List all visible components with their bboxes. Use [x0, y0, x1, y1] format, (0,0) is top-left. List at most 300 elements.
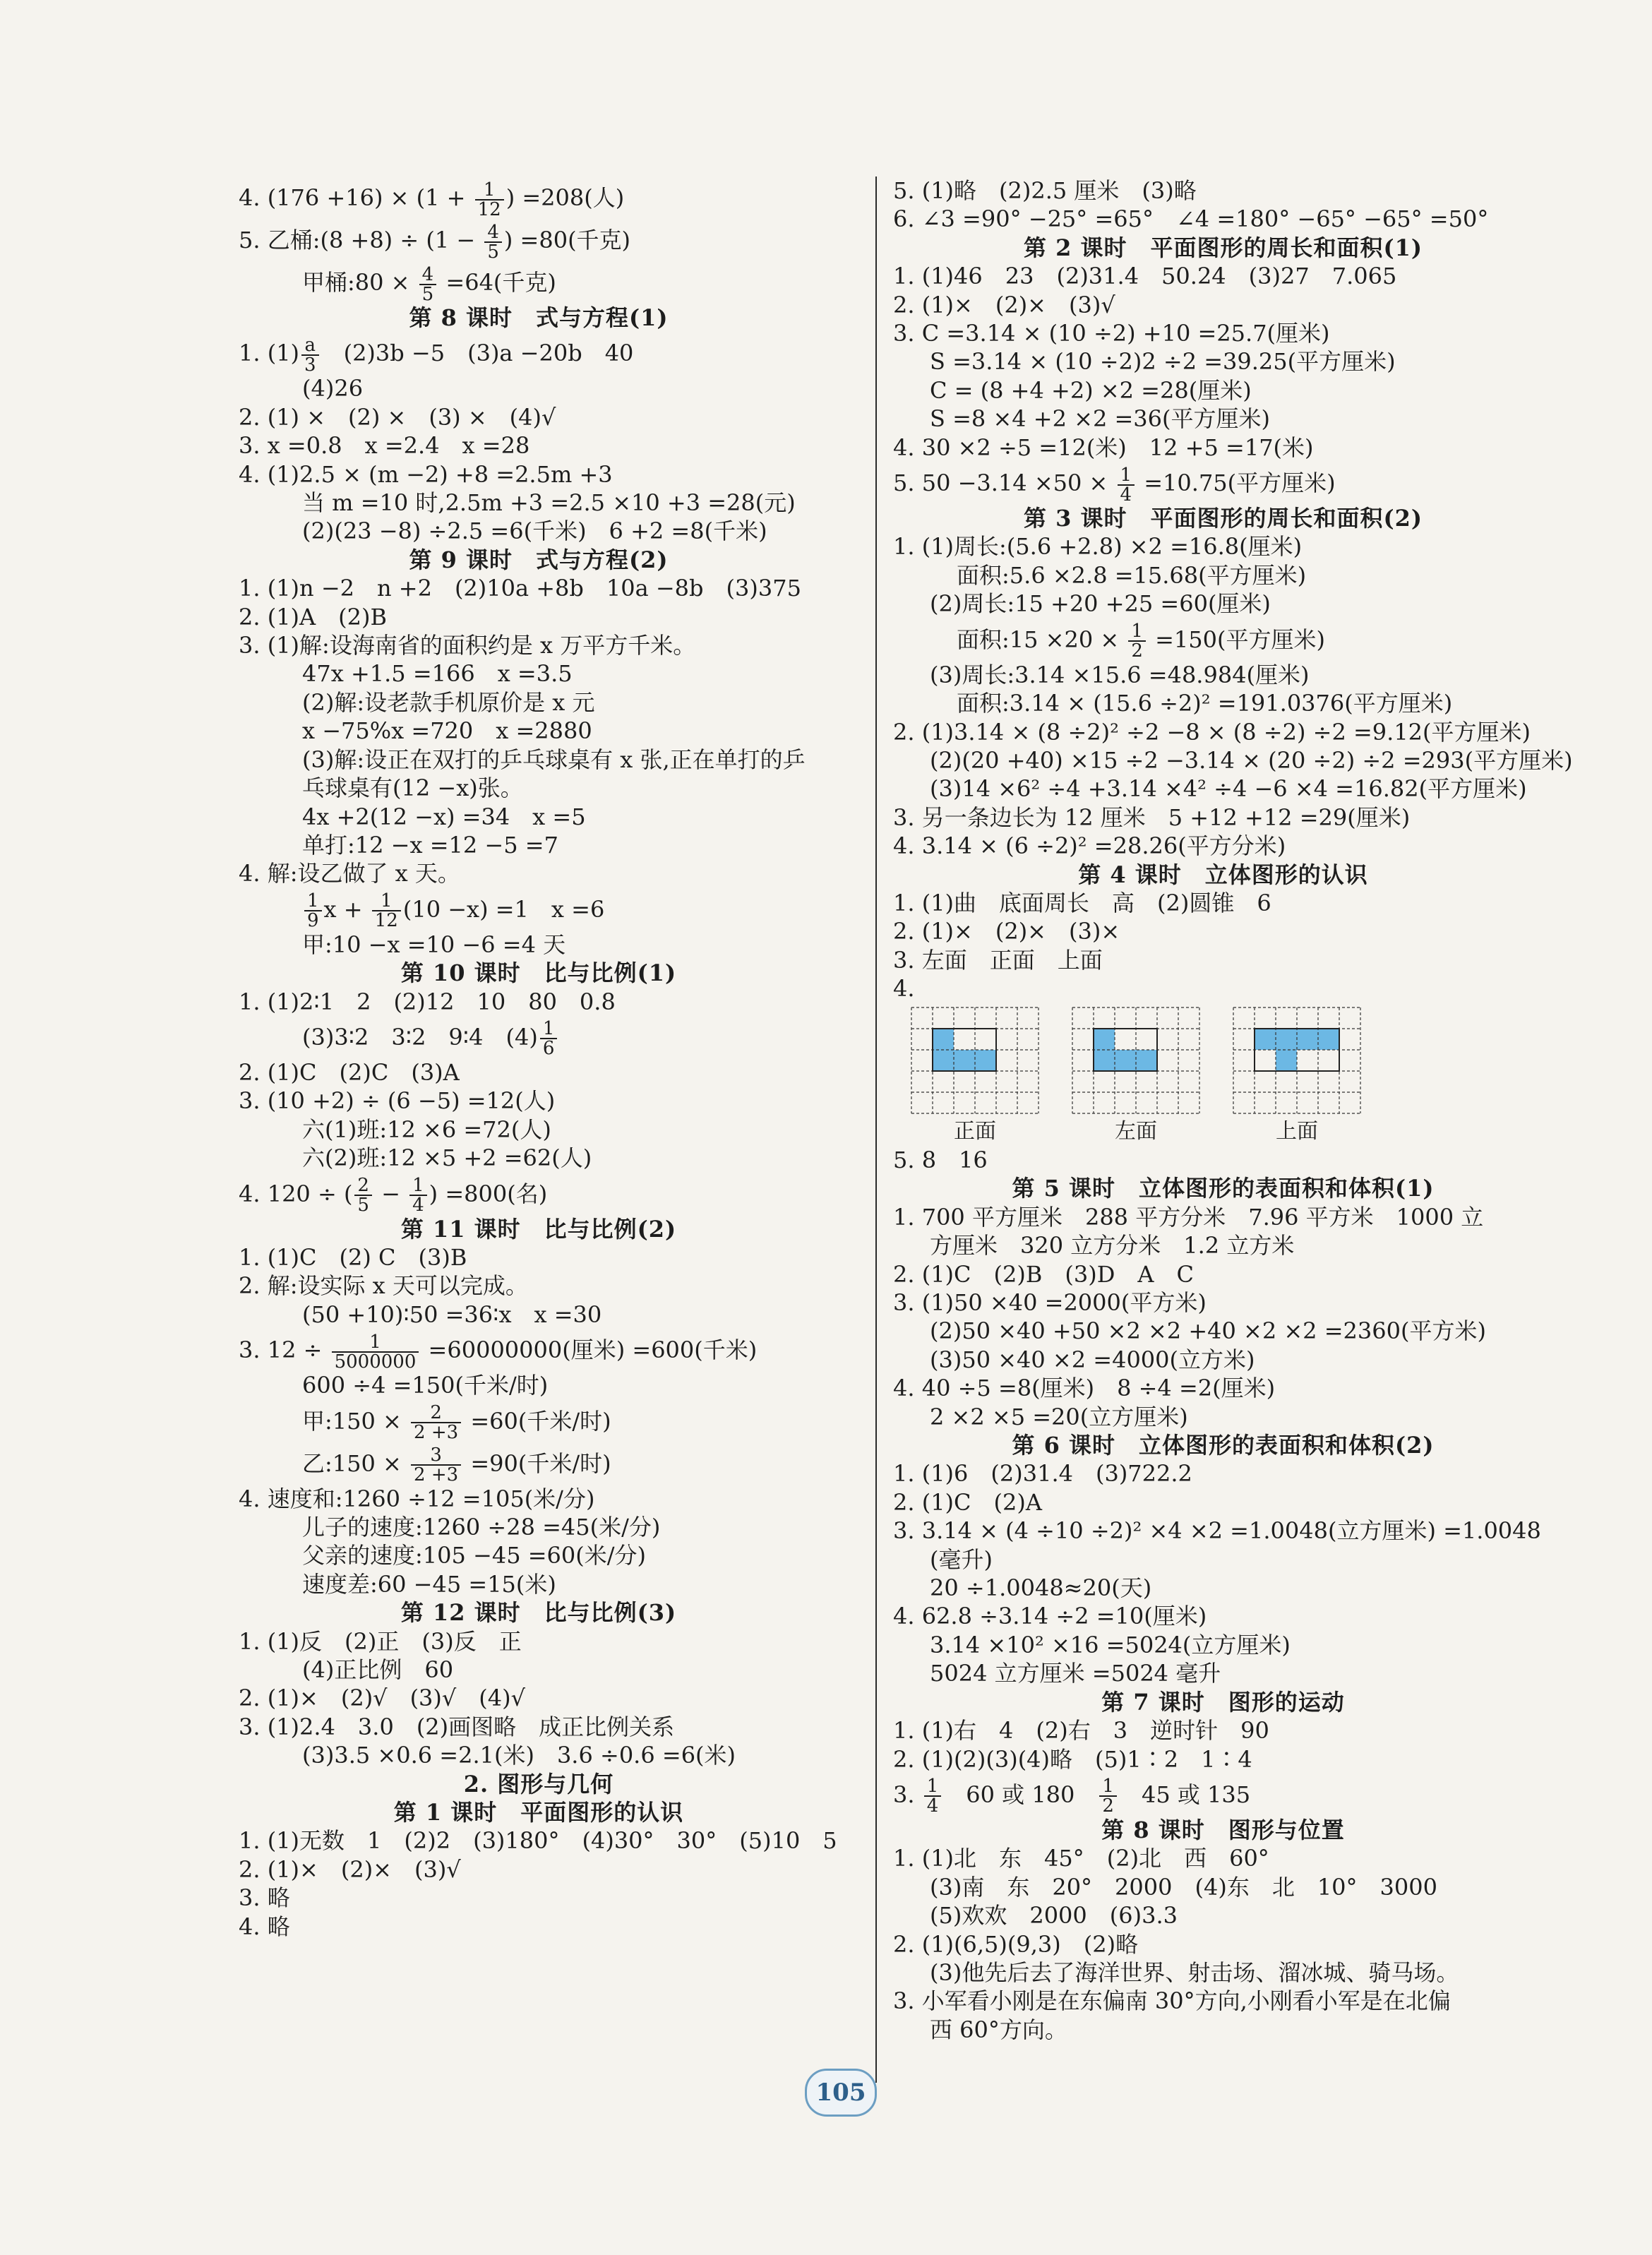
answer-line — [893, 376, 1553, 405]
answer-text: 2. (1)× (2)× (3)√ — [239, 1855, 461, 1883]
answer-text: 2. (1) × (2) × (3) × (4)√ — [239, 403, 556, 431]
view-cell — [1115, 1050, 1136, 1071]
fraction-denominator: 12 — [477, 198, 501, 220]
answer-line — [893, 889, 1553, 917]
answer-line — [893, 205, 1553, 233]
answer-line — [893, 803, 1553, 832]
answer-text: 当 m =10 时,2.5m +3 =2.5 ×10 +3 =28(元) — [302, 489, 796, 517]
answer-line — [893, 1203, 1553, 1231]
fraction — [411, 1404, 461, 1442]
answer-text: (3)3.5 ×0.6 =2.1(米) 3.6 ÷0.6 =6(米) — [302, 1742, 736, 1769]
answer-text: (50 +10)∶50 =36∶x x =30 — [302, 1300, 602, 1328]
answer-column-left — [239, 177, 839, 1941]
fraction-denominator: 9 — [307, 910, 319, 932]
fraction — [419, 265, 437, 304]
view-diagram — [1071, 1006, 1201, 1146]
view-label: 上面 — [1276, 1118, 1318, 1144]
answer-line — [893, 532, 1553, 561]
fraction-denominator: 5 — [357, 1195, 369, 1216]
answer-text: 5. 乙桶:(8 +8) ÷ (1 − — [239, 227, 483, 253]
answer-line — [893, 746, 1573, 774]
answer-line — [893, 590, 1553, 618]
answer-text: 3. (1)50 ×40 =2000(平方米) — [893, 1289, 1207, 1316]
answer-text: 面积:5.6 ×2.8 =15.68(平方厘米) — [957, 561, 1307, 589]
view-cell — [933, 1029, 954, 1050]
view-cell — [1276, 1050, 1297, 1071]
answer-line — [893, 1574, 1553, 1602]
answer-text: 1. (1)无数 1 (2)2 (3)180° (4)30° 30° (5)10 5 — [239, 1827, 837, 1855]
answer-text: 3. 12 ÷ — [239, 1336, 330, 1364]
answer-text: 5. (1)略 (2)2.5 厘米 (3)略 — [893, 177, 1197, 204]
answer-line — [239, 1115, 839, 1144]
view-diagram — [910, 1006, 1040, 1146]
fraction-numerator: 4 — [419, 265, 437, 285]
section-heading: 第 12 课时 比与比例(3) — [400, 1599, 677, 1627]
fraction-numerator: 1 — [409, 1176, 427, 1196]
answer-text: 2. (1)3.14 × (8 ÷2)² ÷2 −8 × (8 ÷2) ÷2 =9.12(平方厘米) — [893, 718, 1531, 746]
answer-text: 5. 8 16 — [893, 1146, 988, 1173]
fraction-denominator: 5 — [487, 241, 499, 263]
answer-line — [893, 1374, 1553, 1402]
answer-line — [239, 717, 839, 745]
answer-text: 45 或 135 — [1118, 1781, 1251, 1808]
answer-line — [239, 1329, 839, 1371]
answer-text: 3. 左面 正面 上面 — [893, 946, 1103, 974]
answer-line — [239, 931, 839, 959]
answer-line — [239, 489, 839, 517]
answer-line — [239, 1684, 839, 1712]
answer-text: 单打:12 −x =12 −5 =7 — [302, 831, 558, 859]
answer-line — [239, 517, 839, 545]
view-cell — [1136, 1050, 1157, 1071]
answer-line — [893, 1716, 1553, 1745]
fraction-denominator: 4 — [1120, 484, 1132, 506]
answer-line — [239, 219, 839, 261]
fraction-numerator: 2 — [411, 1404, 461, 1423]
answer-line — [893, 433, 1553, 462]
answer-text: 3. — [893, 1781, 922, 1808]
views-row — [910, 1006, 1553, 1146]
answer-text: 甲桶:80 × — [302, 269, 417, 296]
answer-text: 4x +2(12 −x) =34 x =5 — [302, 803, 586, 830]
answer-text: (2)(20 +40) ×15 ÷2 −3.14 × (20 ÷2) ÷2 =293(平方厘米) — [930, 746, 1573, 774]
answer-text: (4)正比例 60 — [302, 1656, 454, 1684]
answer-line — [893, 1774, 1553, 1816]
section-heading: 第 5 课时 立体图形的表面积和体积(1) — [1012, 1175, 1435, 1202]
answer-text: 2. (1)(2)(3)(4)略 (5)1∶2 1∶4 — [893, 1745, 1252, 1773]
answer-text: =90(千米/时) — [463, 1449, 611, 1477]
question-number: 4. — [893, 975, 915, 1003]
answer-line — [893, 462, 1553, 504]
view-cell — [975, 1050, 996, 1071]
column-divider — [875, 177, 877, 2083]
answer-text: 2. (1)A (2)B — [239, 603, 387, 630]
answer-line — [893, 1930, 1553, 1958]
answer-line — [239, 460, 839, 489]
answer-line — [893, 561, 1553, 590]
fraction-numerator: 1 — [304, 892, 322, 911]
answer-text: C = (8 +4 +2) ×2 =28(厘米) — [930, 376, 1252, 404]
answer-text: 六(2)班:12 ×5 +2 =62(人) — [302, 1144, 592, 1172]
answer-text: 面积:3.14 × (15.6 ÷2)² =191.0376(平方厘米) — [957, 690, 1453, 717]
fraction-numerator: 1 — [540, 1019, 558, 1039]
fraction-denominator: 2 — [1102, 1795, 1114, 1817]
answer-line — [239, 603, 839, 631]
answer-line — [893, 405, 1553, 433]
answer-text: ) =80(千克) — [503, 227, 631, 253]
answer-line — [893, 661, 1553, 689]
answer-line — [239, 1144, 839, 1172]
answer-text: (3)周长:3.14 ×15.6 =48.984(厘米) — [930, 661, 1310, 688]
section-heading: 第 11 课时 比与比例(2) — [400, 1215, 677, 1243]
answer-line — [893, 1745, 1553, 1774]
answer-text: 1. (1)n −2 n +2 (2)10a +8b 10a −8b (3)375 — [239, 575, 801, 602]
answer-text: =150(平方厘米) — [1147, 626, 1325, 653]
answer-line — [239, 1541, 839, 1569]
fraction — [301, 336, 319, 374]
fraction-denominator: 5 — [421, 283, 434, 305]
answer-line — [893, 1260, 1553, 1288]
section-heading: 第 7 课时 图形的运动 — [1101, 1688, 1345, 1716]
fraction — [540, 1019, 558, 1058]
answer-line — [893, 347, 1553, 376]
answer-text: 4. 解:设乙做了 x 天。 — [239, 860, 460, 887]
answer-line — [239, 1016, 839, 1058]
answer-text: =60000000(厘米) =600(千米) — [421, 1336, 758, 1364]
answer-text: 乙:150 × — [302, 1449, 409, 1477]
answer-text: (2)解:设老款手机原价是 x 元 — [302, 688, 595, 716]
answer-line — [239, 1272, 839, 1300]
answer-text: 3. 小军看小刚是在东偏南 30°方向,小刚看小军是在北偏 — [893, 1987, 1451, 2015]
answer-text: 2. (1)× (2)× (3)× — [893, 918, 1120, 945]
view-cell — [1276, 1029, 1297, 1050]
answer-text: 2. (1)× (2)√ (3)√ (4)√ — [239, 1685, 526, 1712]
answer-line — [893, 1844, 1553, 1872]
answer-text: (5)欢欢 2000 (6)3.3 — [930, 1902, 1178, 1930]
fraction-denominator: 3 — [304, 354, 316, 376]
fraction-numerator: 1 — [475, 181, 504, 201]
section-heading: 2. 图形与几何 — [463, 1770, 614, 1798]
fraction — [924, 1777, 942, 1815]
view-cell — [1094, 1029, 1115, 1050]
answer-text: 2. (1)C (2)B (3)D A C — [893, 1260, 1194, 1288]
answer-text: (2)(23 −8) ÷2.5 =6(千米) 6 +2 =8(千米) — [302, 518, 767, 545]
answer-text: 1. (1) — [239, 340, 300, 367]
fraction-numerator: 1 — [1099, 1777, 1117, 1797]
answer-line — [239, 774, 839, 802]
answer-text: (2)3b −5 (3)a −20b 40 — [321, 340, 634, 367]
answer-text: (3)14 ×6² ÷4 +3.14 ×4² ÷4 −6 ×4 =16.82(平方厘米) — [930, 775, 1527, 803]
fraction-denominator: 5000000 — [334, 1351, 417, 1372]
answer-line — [893, 1317, 1553, 1345]
answer-text: 3. x =0.8 x =2.4 x =28 — [239, 432, 530, 460]
answer-line — [239, 746, 839, 774]
answer-line — [893, 618, 1553, 661]
answer-text: ) =208(人) — [505, 184, 625, 211]
answer-line — [239, 177, 839, 219]
fraction — [304, 892, 322, 930]
view-label: 左面 — [1115, 1118, 1157, 1144]
answer-line — [893, 1987, 1553, 2015]
fraction-denominator: 6 — [542, 1038, 555, 1060]
answer-column-right — [893, 177, 1573, 2044]
answer-text: 4. 速度和:1260 ÷12 =105(米/分) — [239, 1485, 595, 1512]
answer-line — [893, 832, 1553, 860]
answer-line — [893, 1288, 1553, 1317]
answer-text: 4. 120 ÷ ( — [239, 1180, 353, 1207]
answer-text: − — [373, 1180, 408, 1207]
answer-text: S =8 ×4 +2 ×2 =36(平方厘米) — [930, 405, 1270, 433]
answer-line — [893, 1901, 1553, 1930]
answer-line — [893, 1602, 1553, 1630]
answer-text: 3. 略 — [239, 1884, 290, 1912]
answer-text: (4)26 — [302, 375, 364, 402]
fraction-denominator: 2 +3 — [414, 1422, 459, 1444]
answer-line — [893, 718, 1553, 746]
answer-text: 3. (1)2.4 3.0 (2)画图略 成正比例关系 — [239, 1713, 675, 1740]
answer-text: 西 60°方向。 — [930, 2016, 1067, 2043]
answer-text: 父亲的速度:105 −45 =60(米/分) — [302, 1542, 647, 1569]
answer-text: 甲:10 −x =10 −6 =4 天 — [302, 931, 566, 958]
answer-line — [893, 1631, 1553, 1659]
section-heading: 第 6 课时 立体图形的表面积和体积(2) — [1012, 1432, 1435, 1459]
answer-line — [893, 1459, 1553, 1488]
view-label: 正面 — [954, 1118, 996, 1144]
answer-line — [239, 1826, 839, 1855]
answer-text: 4. (1)2.5 × (m −2) +8 =2.5m +3 — [239, 460, 613, 488]
answer-text: x + — [323, 895, 370, 923]
answer-line — [239, 803, 839, 831]
fraction — [1118, 466, 1135, 504]
answer-line — [893, 1403, 1553, 1431]
answer-text: 甲:150 × — [302, 1407, 409, 1435]
fraction-denominator: 2 — [1131, 640, 1143, 662]
answer-text: 2. (1)C (2)C (3)A — [239, 1058, 460, 1086]
answer-text: 面积:15 ×20 × — [957, 626, 1127, 653]
fraction — [411, 1446, 461, 1484]
answer-line — [239, 1300, 839, 1329]
answer-line — [239, 1570, 839, 1598]
answer-line — [239, 1442, 839, 1485]
answer-line — [893, 1346, 1553, 1374]
view-cell — [954, 1050, 975, 1071]
answer-line — [239, 1627, 839, 1656]
answer-line — [239, 988, 839, 1016]
answer-line — [893, 262, 1553, 290]
answer-text: 1. (1)6 (2)31.4 (3)722.2 — [893, 1460, 1192, 1488]
answer-line — [239, 431, 839, 460]
answer-line — [239, 831, 839, 859]
section-heading: 第 9 课时 式与方程(2) — [409, 546, 669, 573]
fraction-numerator: a — [301, 336, 319, 356]
fraction-denominator: 12 — [374, 910, 398, 932]
fraction-numerator: 3 — [411, 1446, 461, 1466]
answer-text: 4. (176 +16) × (1 + — [239, 184, 473, 211]
fraction — [475, 181, 504, 219]
grid-view-L — [1071, 1006, 1201, 1115]
answer-line — [239, 1173, 839, 1215]
answer-text: 2. (1)C (2)A — [893, 1488, 1042, 1516]
answer-line — [239, 332, 839, 374]
answer-text: 1. (1)反 (2)正 (3)反 正 — [239, 1627, 522, 1655]
answer-text: 1. (1)周长:(5.6 +2.8) ×2 =16.8(厘米) — [893, 533, 1303, 561]
answer-line — [239, 659, 839, 688]
answer-line — [239, 888, 839, 931]
view-diagram — [1232, 1006, 1362, 1146]
answer-text: (3)50 ×40 ×2 =4000(立方米) — [930, 1346, 1255, 1373]
answer-text: 2. 解:设实际 x 天可以完成。 — [239, 1272, 528, 1300]
answer-text: 3. 3.14 × (4 ÷10 ÷2)² ×4 ×2 =1.0048(立方厘米) =1.0048 — [893, 1517, 1541, 1545]
answer-line — [893, 1545, 1553, 1574]
answer-line — [239, 631, 839, 659]
answer-text: 5. 50 −3.14 ×50 × — [893, 469, 1115, 497]
answer-text: 5024 立方厘米 =5024 毫升 — [930, 1660, 1221, 1687]
answer-text: 2. (1)(6,5)(9,3) (2)略 — [893, 1930, 1139, 1958]
fraction-numerator: 1 — [924, 1777, 942, 1797]
answer-text: (3)他先后去了海洋世界、射击场、溜冰城、骑马场。 — [930, 1958, 1459, 1986]
answer-line — [239, 1087, 839, 1115]
answer-text: (毫升) — [930, 1545, 993, 1573]
section-heading: 第 8 课时 式与方程(1) — [409, 304, 669, 331]
answer-text: 速度差:60 −45 =15(米) — [302, 1570, 556, 1598]
answer-line — [239, 1400, 839, 1442]
answer-line — [893, 917, 1553, 945]
answer-text: 六(1)班:12 ×6 =72(人) — [302, 1115, 551, 1143]
answer-line — [893, 946, 1553, 974]
answer-line — [239, 1058, 839, 1087]
answer-text: x −75%x =720 x =2880 — [302, 717, 592, 745]
answer-line — [239, 1243, 839, 1272]
answer-line — [239, 859, 839, 887]
answer-text: 4. 62.8 ÷3.14 ÷2 =10(厘米) — [893, 1603, 1207, 1630]
answer-text: 儿子的速度:1260 ÷28 =45(米/分) — [302, 1514, 661, 1541]
answer-line — [893, 1958, 1553, 1987]
grid-view-T — [1232, 1006, 1362, 1115]
answer-line — [893, 319, 1553, 347]
answer-text: 乓球桌有(12 −x)张。 — [302, 774, 523, 802]
answer-line — [239, 374, 839, 402]
answer-text: 1. (1)右 4 (2)右 3 逆时针 90 — [893, 1717, 1269, 1745]
answer-text: 600 ÷4 =150(千米/时) — [302, 1372, 549, 1399]
answer-line — [893, 2016, 1553, 2044]
answer-text: 1. (1)C (2) C (3)B — [239, 1243, 467, 1271]
answer-text: =60(千米/时) — [463, 1407, 611, 1435]
fraction-numerator: 2 — [354, 1176, 372, 1196]
answer-line — [239, 1485, 839, 1513]
fraction-numerator: 1 — [1128, 622, 1146, 642]
answer-text: 20 ÷1.0048≈20(天) — [930, 1574, 1152, 1602]
fraction-numerator: 1 — [332, 1333, 419, 1353]
answer-line — [239, 574, 839, 602]
answer-line — [239, 1855, 839, 1884]
answer-text: S =3.14 × (10 ÷2)2 ÷2 =39.25(平方厘米) — [930, 348, 1396, 376]
grid-view-L — [910, 1006, 1040, 1115]
fraction — [484, 223, 502, 261]
section-heading: 第 10 课时 比与比例(1) — [400, 959, 677, 987]
fraction-denominator: 4 — [926, 1795, 939, 1817]
answer-text: 4. 40 ÷5 =8(厘米) 8 ÷4 =2(厘米) — [893, 1375, 1276, 1402]
answer-line — [893, 1659, 1553, 1687]
answer-text: 1. (1)曲 底面周长 高 (2)圆锥 6 — [893, 889, 1271, 916]
answer-line — [239, 1884, 839, 1912]
page-number: 105 — [805, 2069, 877, 2117]
answer-line — [893, 689, 1553, 717]
answer-line — [893, 1873, 1553, 1901]
answer-text: 3. (1)解:设海南省的面积约是 x 万平方千米。 — [239, 632, 696, 659]
fraction-denominator: 4 — [412, 1195, 424, 1216]
answer-line — [893, 1517, 1553, 1545]
view-cell — [1094, 1050, 1115, 1071]
answer-text: 3. C =3.14 × (10 ÷2) +10 =25.7(厘米) — [893, 320, 1330, 347]
fraction — [1128, 622, 1146, 660]
answer-text: (3)解:设正在双打的乒乓球桌有 x 张,正在单打的乒 — [302, 746, 806, 773]
view-cell — [1318, 1029, 1339, 1050]
answer-text: (3)南 东 20° 2000 (4)东 北 10° 3000 — [930, 1873, 1437, 1901]
answer-line — [239, 1913, 839, 1941]
answer-text: 1. (1)北 东 45° (2)北 西 60° — [893, 1845, 1269, 1872]
fraction-denominator: 2 +3 — [414, 1464, 459, 1486]
fraction-numerator: 4 — [484, 223, 502, 243]
answer-text: (3)3∶2 3∶2 9∶4 (4) — [302, 1023, 538, 1051]
answer-line — [239, 1371, 839, 1399]
fraction — [1099, 1777, 1117, 1815]
answer-text: 3. (10 +2) ÷ (6 −5) =12(人) — [239, 1087, 556, 1115]
section-heading: 第 8 课时 图形与位置 — [1101, 1816, 1345, 1843]
answer-line — [239, 261, 839, 304]
answer-text: 1. 700 平方厘米 288 平方分米 7.96 平方米 1000 立 — [893, 1203, 1484, 1231]
answer-line — [893, 774, 1553, 803]
answer-text: (2)50 ×40 +50 ×2 ×2 +40 ×2 ×2 =2360(平方米) — [930, 1317, 1486, 1345]
answer-text: 2. (1)× (2)× (3)√ — [893, 291, 1115, 318]
answer-text: 4. 3.14 × (6 ÷2)² =28.26(平方分米) — [893, 832, 1286, 860]
answer-line — [893, 177, 1553, 205]
answer-line — [239, 1656, 839, 1684]
answer-text: 60 或 180 — [943, 1781, 1098, 1808]
answer-line — [239, 1713, 839, 1741]
fraction — [372, 892, 401, 930]
fraction — [332, 1333, 419, 1371]
answer-text: =10.75(平方厘米) — [1137, 469, 1336, 497]
answer-text: 3.14 ×10² ×16 =5024(立方厘米) — [930, 1631, 1291, 1658]
answer-text: 4. 30 ×2 ÷5 =12(米) 12 +5 =17(米) — [893, 433, 1314, 461]
section-heading: 第 2 课时 平面图形的周长和面积(1) — [1023, 234, 1423, 261]
three-views-answer — [893, 974, 1553, 1146]
answer-line — [893, 1488, 1553, 1517]
answer-text: (10 −x) =1 x =6 — [402, 895, 605, 923]
answer-text: 2 ×2 ×5 =20(立方厘米) — [930, 1403, 1188, 1430]
fraction-numerator: 1 — [372, 892, 401, 911]
answer-text: 3. 另一条边长为 12 厘米 5 +12 +12 =29(厘米) — [893, 803, 1411, 831]
answer-text: 6. ∠3 =90° −25° =65° ∠4 =180° −65° −65° =50° — [893, 205, 1489, 233]
answer-line — [239, 688, 839, 717]
answer-text: 1. (1)46 23 (2)31.4 50.24 (3)27 7.065 — [893, 263, 1397, 290]
view-cell — [933, 1050, 954, 1071]
fraction-numerator: 1 — [1118, 466, 1135, 486]
answer-text: 4. 略 — [239, 1913, 290, 1940]
answer-line — [893, 1231, 1553, 1260]
answer-text: =64(千克) — [438, 269, 556, 296]
answer-text: (2)周长:15 +20 +25 =60(厘米) — [930, 590, 1271, 618]
answer-text: 1. (1)2∶1 2 (2)12 10 80 0.8 — [239, 988, 616, 1015]
answer-text: 47x +1.5 =166 x =3.5 — [302, 660, 573, 688]
section-heading: 第 4 课时 立体图形的认识 — [1078, 861, 1368, 888]
fraction — [354, 1176, 372, 1214]
answer-text: 方厘米 320 立方分米 1.2 立方米 — [930, 1232, 1295, 1260]
answer-line — [239, 1741, 839, 1769]
section-heading: 第 1 课时 平面图形的认识 — [393, 1799, 684, 1826]
answer-line — [893, 1146, 1553, 1174]
answer-line — [239, 1513, 839, 1541]
